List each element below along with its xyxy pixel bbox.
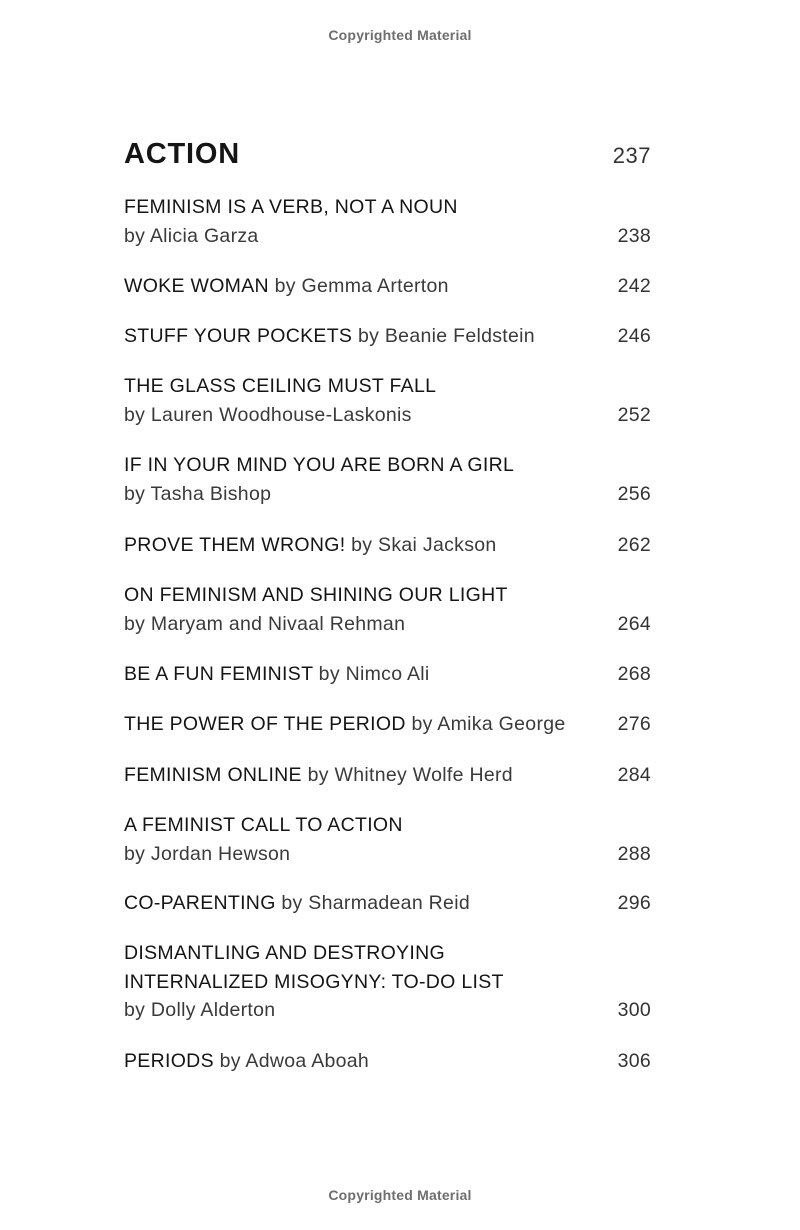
copyright-watermark-top: Copyrighted Material xyxy=(328,27,472,43)
toc-entry xyxy=(124,761,651,790)
toc-entry xyxy=(124,811,651,868)
entry-author: by Gemma Arterton xyxy=(274,275,449,297)
entry-page-number: 262 xyxy=(617,534,651,556)
toc-entry xyxy=(124,581,651,638)
entry-page-number: 242 xyxy=(617,275,651,297)
entry-title: A FEMINIST CALL TO ACTION xyxy=(124,814,403,836)
toc-entry xyxy=(124,660,651,689)
entry-author: by Tasha Bishop xyxy=(124,482,272,505)
toc-entry xyxy=(124,710,651,739)
entry-author: by Adwoa Aboah xyxy=(219,1050,370,1072)
entry-page-number: 268 xyxy=(617,663,651,685)
entry-title: FEMINISM IS A VERB, NOT A NOUN xyxy=(124,196,458,218)
entry-page-number: 264 xyxy=(617,612,651,635)
entry-author: by Sharmadean Reid xyxy=(281,892,470,914)
section-title: ACTION xyxy=(124,138,240,170)
entry-author: by Dolly Alderton xyxy=(124,999,276,1021)
entry-page-number: 238 xyxy=(617,224,651,247)
entry-page-number: 246 xyxy=(617,325,651,347)
entry-title: BE A FUN FEMINIST xyxy=(124,663,313,685)
entry-author: by Jordan Hewson xyxy=(124,842,291,865)
entry-author: by Whitney Wolfe Herd xyxy=(307,764,513,786)
entry-page-number: 296 xyxy=(617,892,651,914)
entry-author: by Lauren Woodhouse-Laskonis xyxy=(124,403,412,426)
entry-author: by Alicia Garza xyxy=(124,224,259,247)
toc-entry xyxy=(124,451,651,508)
section-page-number: 237 xyxy=(612,143,651,168)
entry-page-number: 276 xyxy=(617,713,651,735)
entry-title: FEMINISM ONLINE xyxy=(124,764,302,786)
entry-page-number: 256 xyxy=(617,482,651,505)
toc-entry xyxy=(124,193,651,250)
entry-page-number: 284 xyxy=(617,764,651,786)
toc-section-header xyxy=(124,138,651,174)
entry-title: THE POWER OF THE PERIOD xyxy=(124,713,406,735)
entry-title: STUFF YOUR POCKETS xyxy=(124,325,353,347)
entry-page-number: 306 xyxy=(617,1050,651,1072)
entry-author: by Maryam and Nivaal Rehman xyxy=(124,612,406,635)
entry-title: THE GLASS CEILING MUST FALL xyxy=(124,375,437,397)
entry-title-line-2: INTERNALIZED MISOGYNY: TO-DO LIST xyxy=(124,970,504,993)
entry-title: PROVE THEM WRONG! xyxy=(124,534,346,556)
entry-title-line-1: DISMANTLING AND DESTROYING xyxy=(124,942,445,964)
toc-entry xyxy=(124,1047,651,1076)
toc-entry xyxy=(124,889,651,918)
entry-title: IF IN YOUR MIND YOU ARE BORN A GIRL xyxy=(124,454,515,476)
copyright-watermark-bottom: Copyrighted Material xyxy=(328,1187,472,1203)
entry-title: PERIODS xyxy=(124,1050,214,1072)
toc-entry xyxy=(124,939,651,1025)
entry-page-number: 300 xyxy=(617,999,651,1021)
toc-entry xyxy=(124,322,651,351)
entry-title: ON FEMINISM AND SHINING OUR LIGHT xyxy=(124,584,508,606)
toc-entry xyxy=(124,372,651,429)
entry-author: by Beanie Feldstein xyxy=(357,325,535,347)
entry-title: WOKE WOMAN xyxy=(124,275,269,297)
entry-author: by Nimco Ali xyxy=(318,663,430,685)
entry-page-number: 288 xyxy=(617,842,651,865)
entry-author: by Skai Jackson xyxy=(351,534,497,556)
toc-entry xyxy=(124,272,651,301)
entry-title: CO-PARENTING xyxy=(124,892,276,914)
toc-entry xyxy=(124,531,651,560)
entry-page-number: 252 xyxy=(617,403,651,426)
entry-author: by Amika George xyxy=(411,713,566,735)
